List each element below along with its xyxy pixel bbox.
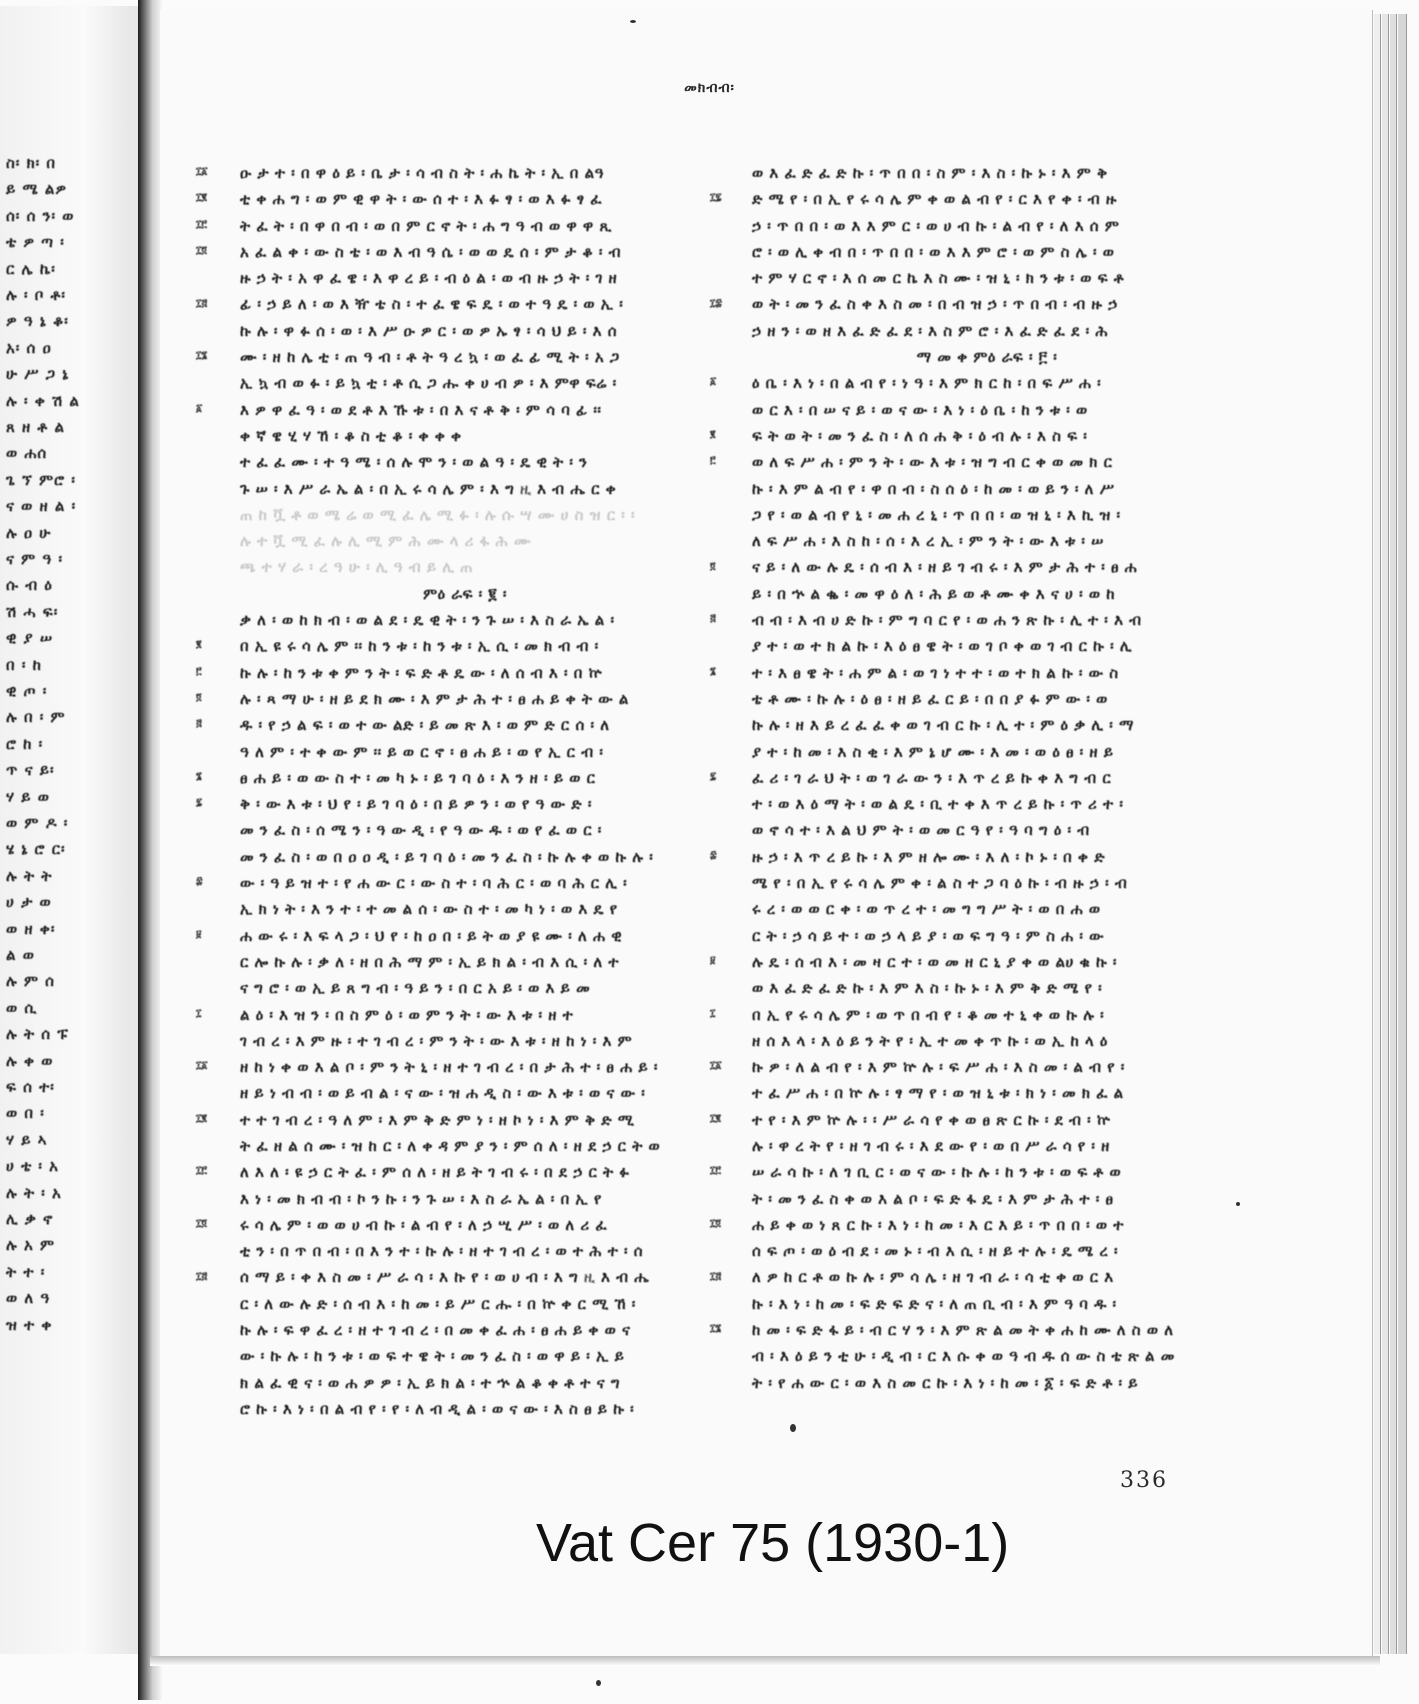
text-line: ፍ ት ወ ት ፡ መ ን ፈ ስ ፡ ለ ሰ ሐ ቅ ፡ ዕ ብ ሉ ፡ እ ስ ፍ ፡ [752, 426, 1088, 445]
text-line: ይ ፡ በ ኍ ል ቈ ፡ መ ዋ ዕ ለ ፡ ሕ ይ ወ ቶ ሙ ቀ እ ና ሀ ፡ ወ ከ [752, 584, 1116, 603]
ink-speck [596, 1680, 601, 1686]
text-line: ኃ ዘ ን ፡ ወ ዘ እ ፈ ድ ፈ ደ ፡ እ ስ ም ሮ ፡ እ ፈ ድ ፈ ደ ፡ ሕ [752, 321, 1109, 340]
text-line: ጋ የ ፡ ወ ል ብ የ ኒ ፡ መ ሐ ረ ኒ ፡ ጥ በ በ ፡ ወ ዝ ኒ ፡ እ ኪ ዝ ፡ [752, 505, 1121, 524]
text-line: ወ ት ፡ መ ን ፈ ስ ቀ እ ስ መ ፡ በ ብ ዝ ኃ ፡ ጥ በ ብ ፡ ብ ዙ ኃ [752, 295, 1118, 314]
text-line: ት ፡ መ ን ፈ ስ ቀ ወ እ ል ቦ ፡ ፍ ድ ፋ ዴ ፡ እ ም ታ ሕ ተ ፡ ፀ [752, 1189, 1114, 1208]
ink-speck [1236, 1202, 1240, 1206]
page-bottom-shadow [150, 1656, 1380, 1666]
facing-page-text-fragment: ሊ ቃ ኖ [6, 1210, 54, 1228]
text-line: ፊ ፡ ኃ ይ ለ ፡ ወ እ ዥ ቴ ስ ፡ ተ ፈ ዌ ፍ ዴ ፡ ወ ተ ዓ ዴ ፡ ወ ኢ ፡ [240, 295, 624, 314]
text-line: ት ፈ ዘ ል ሰ ሙ ፡ ዝ ከ ር ፡ ለ ቀ ዳ ም ያ ን ፡ ም ሰ ለ ፡ ዘ ደ ኃ ር ት ወ [240, 1136, 661, 1155]
facing-page-edge [0, 6, 142, 1654]
facing-page-text-fragment: ዝ ተ ቀ [6, 1315, 53, 1334]
text-line: ቅ ፡ ው እ ቱ ፡ ህ የ ፡ ይ ገ ባ ዕ ፡ በ ይ ዎ ን ፡ ወ የ ዓ ው ድ ፡ [240, 795, 592, 814]
verse-number: ፲፭ [710, 1270, 722, 1282]
text-line: ኩ ሉ ፡ ዘ እ ይ ረ ፈ ፈ ቀ ወ ገ ብ ር ኩ ፡ ሊ ተ ፡ ም ዕ ቃ ሊ ፡ ማ [752, 716, 1134, 735]
facing-page-text-fragment: ሉ ቀ ወ [6, 1051, 54, 1070]
text-line: ተ ፡ ወ እ ዕ ማ ት ፡ ወ ል ዴ ፡ ቢ ተ ቀ እ ጥ ረ ይ ኩ ፡ ጥ ሪ ተ ፡ [752, 795, 1124, 814]
facing-page-text-fragment: ቴ ዎ ጣ ፡ [6, 233, 65, 252]
text-line: ኩ ፡ እ ም ል ብ የ ፡ ዋ በ ብ ፡ ስ ሰ ዕ ፡ ከ መ ፡ ወ ይ ን ፡ ለ ሥ [752, 479, 1115, 498]
text-line: ኩ ሉ ፡ ዋ ፉ ሰ ፡ ወ ፡ እ ሥ ዑ ዎ ር ፡ ወ ዎ ኡ ፃ ፡ ሳ ህ ይ ፡ እ ሰ [240, 321, 618, 340]
text-line: ሉ ተ ቯ ሚ ፈ ሉ ሊ ሚ ም ሕ ሙ ላ ሪ ፋ ሕ ሙ [240, 532, 532, 551]
facing-page-text-fragment: ሉ ት ሰ ፑ [6, 1025, 69, 1044]
text-line: ሠ ራ ሳ ኩ ፡ ለ ገ ቢ ር ፡ ወ ና ው ፡ ኩ ሉ ፡ ከ ን ቱ ፡ ወ ፍ ቶ ወ [752, 1163, 1122, 1182]
text-line: ያ ተ ፡ ከ መ ፡ እ ስ ቂ ፡ እ ም ኔ ሆ ሙ ፡ እ መ ፡ ወ ዕ ፀ ፡ ዘ ይ [752, 742, 1114, 761]
verse-number: ፲፪ [710, 1112, 721, 1124]
text-line: ፈ ሪ ፡ ገ ራ ህ ት ፡ ወ ገ ራ ው ን ፡ እ ጥ ረ ይ ኩ ቀ እ ግ ብ ር [752, 768, 1112, 787]
facing-page-text-fragment: ዊ ያ ሠ [6, 629, 54, 648]
verse-number: ፰ [196, 876, 203, 888]
text-line: ና ግ ሮ ፡ ወ ኢ ይ ጸ ግ ብ ፡ ዓ ይ ን ፡ በ ር አ ይ ፡ ወ እ ይ መ [240, 979, 591, 998]
verse-number: ፯ [710, 770, 717, 782]
facing-page-text-fragment: ወ ዘ ቀ፡ [6, 919, 56, 938]
verse-number: ፬ [710, 560, 716, 572]
facing-page-text-fragment: ሀ ቴ ፡ አ [6, 1157, 59, 1176]
text-line: መ ን ፈ ስ ፡ ወ በ ዐ ዐ ዲ ፡ ይ ገ ባ ዕ ፡ መ ን ፈ ስ ፡ ኩ ሉ ቀ ወ ኩ ሉ ፡ [240, 847, 654, 866]
running-title: መክብብ፡ [684, 80, 735, 96]
verse-number: ፲፮ [710, 1323, 722, 1335]
text-column-right [752, 160, 1222, 1396]
verse-number: ፲፬ [196, 244, 207, 256]
facing-page-text-fragment: ሉ ፡ ቦ ቶ፡ [6, 286, 66, 304]
facing-page-text-fragment: ፍ ሰ ተ፡ [6, 1078, 55, 1096]
verse-number: ፲፩ [196, 166, 208, 177]
text-line: ሩ ረ ፡ ወ ወ ር ቀ ፡ ወ ጥ ረ ተ ፡ መ ግ ግ ሥ ት ፡ ወ በ ሐ ወ [752, 900, 1101, 919]
verse-number: ፲፯ [710, 192, 722, 204]
facing-page-text-fragment: ሉ በ ፡ ም [6, 708, 66, 727]
facing-page-text-fragment: ጥ ና ይ፡ [6, 761, 55, 780]
text-line: ሉ ዴ ፡ ሰ ብ እ ፡ መ ዛ ር ተ ፡ ወ መ ዘ ር ኒ ያ ቀ ወ ልሀ ቁ ኩ ፡ [752, 952, 1117, 971]
text-line: ና ይ ፡ ለ ው ሉ ዴ ፡ ሰ ብ እ ፡ ዘ ይ ገ ብ ሩ ፡ እ ም ታ ሕ ተ ፡ ፀ ሐ [752, 558, 1138, 577]
text-line: ኃ ፡ ጥ በ በ ፡ ወ እ እ ም ር ፡ ወ ሀ ብ ኩ ፡ ል ብ የ ፡ ለ እ ሰ ም [752, 216, 1120, 235]
verse-number: ፲፭ [196, 1270, 208, 1282]
verse-number: ፲፬ [710, 1218, 721, 1229]
text-line: ሙ ፡ ዘ ከ ሌ ቲ ፡ ጠ ዓ ብ ፡ ቶ ት ዓ ረ ኳ ፡ ወ ፈ ፊ ሚ ት ፡ አ ጋ [240, 348, 620, 367]
text-line: ቴ ቶ ሙ ፡ ኩ ሉ ፡ ዕ ፀ ፡ ዘ ይ ፈ ር ይ ፡ በ በ ያ ፉ ም ው ፡ ወ [752, 689, 1108, 708]
page-number: 336 [1120, 1468, 1168, 1493]
verse-number: ፩ [196, 402, 203, 414]
chapter-heading: ማ መ ቀ ምዕ ራፍ ፡ ፫ ፡ [916, 348, 1058, 367]
text-line: ሉ ፡ ጻ ማ ሁ ፡ ዘ ይ ደ ክ ሙ ፡ እ ም ታ ሕ ተ ፡ ፀ ሐ ይ ቀ ት ው ል [240, 689, 629, 708]
text-line: ለ ዎ ከ ር ቶ ወ ኩ ሉ ፡ ም ሳ ሌ ፡ ዘ ገ ብ ራ ፡ ሳ ቲ ቀ ወ ር እ [752, 1268, 1114, 1287]
verse-number: ፲፮ [196, 350, 208, 362]
text-line: ለ ፍ ሥ ሐ ፡ እ ስ ከ ፡ ሰ ፡ እ ረ ኢ ፡ ም ን ት ፡ ው እ ቱ ፡ ሠ [752, 532, 1104, 551]
facing-page-text-fragment: ና ም ዓ ፡ [6, 550, 64, 568]
text-line: ክ ል ፈ ዊ ና ፡ ወ ሐ ዎ ዎ ፡ ኢ ይ ክ ል ፡ ተ ኍ ል ቆ ቀ ቶ ተ ና ግ [240, 1373, 621, 1392]
text-line: ዱ ፡ የ ኃ ል ፍ ፡ ወ ተ ው ልድ ፡ ይ መ ጽ እ ፡ ወ ም ድ ር ሰ ፡ ለ [240, 716, 610, 735]
text-line: ከ መ ፡ ፍ ድ ፋ ይ ፡ ብ ር ሃ ን ፡ እ ም ጽ ል መ ት ቀ ሐ ከ ሙ ለ ስ ወ ለ [752, 1321, 1174, 1340]
text-line: ተ ተ ገ ብ ረ ፡ ዓ ለ ም ፡ እ ም ቅ ድ ም ነ ፡ ዘ ኮ ነ ፡ እ ም ቅ ድ ሚ [240, 1110, 635, 1129]
text-line: ር ት ፡ ኃ ሳ ይ ተ ፡ ወ ኃ ላ ይ ያ ፡ ወ ፍ ግ ዓ ፡ ም ስ ሐ ፡ ው [752, 926, 1105, 945]
verse-number: ፲፭ [196, 297, 208, 309]
text-line: ሐ ይ ቀ ወ ነ ጸ ር ኩ ፡ እ ነ ፡ ከ መ ፡ እ ር እ ይ ፡ ጥ በ በ ፡ ወ ተ [752, 1215, 1124, 1234]
text-line: በ ኢ ዩ ሩ ሳ ሌ ም ፡፡ ከ ን ቱ ፡ ከ ን ቱ ፡ ኢ ሲ ፡ መ ክ ብ ብ ፡ [240, 637, 599, 656]
chapter-heading: ምዕ ራፍ ፡ ፪ ፡ [423, 584, 507, 603]
text-line: ድ ሜ የ ፡ በ ኢ የ ሩ ሳ ሌ ም ቀ ወ ል ብ የ ፡ ር እ የ ቀ ፡ ብ ዙ [752, 190, 1117, 209]
facing-page-text-fragment: ሁ ሥ ጋ ኔ [6, 365, 70, 384]
verse-number: ፱ [196, 928, 202, 940]
facing-page-text-fragment: ሽ ሓ ፍ፡ [6, 602, 59, 621]
facing-page-text-fragment: ዎ ዓ ኔ ቆ፡ [6, 312, 69, 331]
facing-page-text-fragment: ት ተ ፡ [6, 1262, 46, 1281]
verse-number: ፲፩ [196, 1060, 208, 1072]
text-line: ዘ ይ ነ ብ ብ ፡ ወ ይ ብ ል ፡ ና ው ፡ ዝ ሐ ዲ ስ ፡ ው እ ቱ ፡ ወ ና ው ፡ [240, 1084, 646, 1103]
facing-page-text-fragment: ሉ ት ፡ አ [6, 1183, 62, 1202]
verse-number: ፫ [196, 665, 202, 677]
facing-page-text-fragment: ሰ፡ ሰ ን፡ ወ [6, 206, 75, 225]
book-gutter [138, 0, 162, 1700]
page-edge [1382, 14, 1389, 1654]
text-line: ት ፡ የ ሐ ው ር ፡ ወ እ ስ መ ር ኩ ፡ እ ነ ፡ ከ መ ፡ ፩ ፡ ፍ ድ ቶ ፡ ይ [752, 1373, 1138, 1392]
text-line: ር ሎ ኩ ሉ ፡ ቃ ለ ፡ ዘ በ ሕ ማ ም ፡ ኢ ይ ክ ል ፡ ብ እ ሲ ፡ ለ ተ [240, 952, 620, 971]
text-line: ብ ፡ እ ዕ ይ ን ቲ ሁ ፡ ዲ ብ ፡ ር እ ሱ ቀ ወ ዓ ብ ዱ ሰ ው ስ ቴ ጽ ል መ [752, 1347, 1175, 1366]
text-line: ቃ ለ ፡ ወ ከ ክ ብ ፡ ወ ል ደ ፡ ዴ ዊ ት ፡ ን ጉ ሠ ፡ እ ስ ራ ኤ ል ፡ [240, 611, 615, 630]
verse-number: ፩ [710, 376, 717, 388]
verse-number: ፯ [196, 797, 203, 809]
verse-number: ፲ [196, 1007, 202, 1019]
text-line: ጉ ሠ ፡ እ ሥ ራ ኤ ል ፡ በ ኢ ሩ ሳ ሌ ም ፡ እ ግ ዚ እ ብ ሔ ር ቀ [240, 479, 617, 498]
text-line: ሩ ሳ ሌ ም ፡ ወ ወ ሀ ብ ኩ ፡ ል ብ የ ፡ ለ ኃ ሢ ሥ ፡ ወ ለ ሪ ፈ [240, 1215, 608, 1234]
facing-page-text-fragment: ር ሌ ኬ፡ [6, 259, 56, 278]
verse-number: ፲፪ [196, 1112, 207, 1124]
text-line: ዑ ታ ተ ፡ በ ዋ ዕ ይ ፡ ቤ ታ ፡ ሳ ብ ስ ት ፡ ሐ ኬ ት ፡ ኢ በ ልዓ [240, 164, 604, 182]
facing-page-text-fragment: ወ ሲ [6, 998, 38, 1017]
text-line: ዘ ሰ እ ላ ፡ እ ዕ ይ ን ት የ ፡ ኢ ተ መ ቀ ጥ ኩ ፡ ወ ኢ ከ ላ ዕ [752, 1031, 1108, 1050]
verse-number: ፭ [710, 613, 716, 625]
text-line: ቲ ን ፡ በ ጥ በ ብ ፡ በ እ ን ተ ፡ ኩ ሉ ፡ ዘ ተ ገ ብ ረ ፡ ወ ተ ሕ ተ ፡ ሰ [240, 1242, 644, 1261]
facing-page-text-fragment: ና ወ ዘ ል ፡ [6, 497, 77, 516]
facing-page-text-fragment: ይ ሜ ልዎ [6, 180, 67, 199]
text-line: ሮ ኩ ፡ እ ነ ፡ በ ል ብ የ ፡ የ ፡ ለ ብ ዲ ል ፡ ወ ና ው ፡ እ ስ ፀ ይ ኩ ፡ [240, 1399, 635, 1418]
facing-page-text-fragment: ሉ ት ት [6, 866, 53, 885]
facing-page-text-fragment: ሱ ብ ዕ [6, 576, 53, 595]
facing-page-text-fragment: ሉ አ ም [6, 1236, 55, 1255]
image-caption: Vat Cer 75 (1930-1) [536, 1513, 1010, 1573]
text-line: ዙ ኃ ፡ እ ጥ ረ ይ ኩ ፡ እ ም ዘ ሎ ሙ ፡ እ ለ ፡ ኮ ኑ ፡ በ ቀ ድ [752, 847, 1106, 866]
facing-page-text-fragment: ሃ ይ ወ [6, 787, 50, 806]
text-line: ሐ ው ሩ ፡ እ ፍ ላ ጋ ፡ ህ የ ፡ ከ ዐ በ ፡ ይ ት ወ ያ ዩ ሙ ፡ ለ ሐ ዊ [240, 926, 623, 945]
text-line: ገ ብ ረ ፡ እ ም ዙ ፡ ተ ገ ብ ረ ፡ ም ን ት ፡ ው እ ቱ ፡ ዘ ከ ነ ፡ እ ም [240, 1031, 633, 1050]
page-edge [1398, 14, 1407, 1654]
text-line: በ ኢ የ ሩ ሳ ሌ ም ፡ ወ ጥ በ ብ የ ፡ ቆ መ ተ ኒ ቀ ወ ኩ ሉ ፡ [752, 1005, 1105, 1024]
text-line: ተ ም ሃ ር ኖ ፡ እ ሰ መ ር ኬ እ ስ ሙ ፡ ዝ ኒ ፡ ክ ን ቱ ፡ ወ ፍ ቶ [752, 269, 1125, 288]
facing-page-text-fragment: ሉ ም ሰ [6, 972, 55, 991]
text-line: ፀ ሐ ይ ፡ ወ ው ስ ተ ፡ መ ካ ኑ ፡ ይ ገ ባ ዕ ፡ እ ን ዘ ፡ ይ ወ ር [240, 768, 596, 787]
text-line: ኩ ሉ ፡ ከ ን ቱ ቀ ም ን ት ፡ ፍ ድ ቶ ዴ ው ፡ ለ ሰ ብ እ ፡ በ ኵ [240, 663, 603, 682]
facing-page-text-fragment: ወ በ ፡ [6, 1104, 45, 1123]
text-line: ተ ፡ እ ፀ ዌ ት ፡ ሐ ም ል ፡ ወ ገ ነ ተ ተ ፡ ወ ተ ክ ል ኩ ፡ ው ስ [752, 663, 1119, 682]
verse-number: ፲፬ [196, 1218, 207, 1229]
text-line: ኢ ክ ነ ት ፡ እ ን ተ ፡ ተ መ ል ሰ ፡ ው ስ ተ ፡ መ ካ ነ ፡ ወ እ ዴ የ [240, 900, 618, 919]
verse-number: ፲፫ [710, 1165, 721, 1177]
text-line: ዙ ኃ ት ፡ አ ዋ ፈ ዌ ፡ እ ዋ ረ ይ ፡ ብ ዕ ል ፡ ወ ብ ዙ ኃ ት ፡ ገ ዘ [240, 269, 618, 288]
facing-page-text-fragment: ሃ ይ ኣ [6, 1130, 48, 1149]
facing-page-text-fragment: ዊ ጦ ፡ [6, 682, 48, 700]
text-line: ወ ር እ ፡ በ ሠ ና ይ ፡ ወ ና ው ፡ እ ነ ፡ ዕ ቤ ፡ ከ ን ቱ ፡ ወ [752, 400, 1088, 419]
verse-number: ፱ [710, 955, 716, 966]
verse-number: ፲ [710, 1007, 716, 1019]
facing-page-text-fragment: ጸ ዘ ቶ ል [6, 418, 65, 436]
facing-page-text-fragment: ሉ ፡ ቀ ሽ ል [6, 391, 80, 410]
verse-number: ፬ [196, 692, 202, 703]
text-line: ወ እ ፈ ድ ፈ ድ ኩ ፡ እ ም እ ስ ፡ ኩ ኑ ፡ እ ም ቅ ድ ሜ የ ፡ [752, 979, 1103, 998]
facing-page-text-fragment: ወ ሐሰ [6, 444, 48, 463]
text-line: ሉ ፡ ዋ ረ ት የ ፡ ዘ ገ ብ ሩ ፡ እ ደ ው የ ፡ ወ በ ሥ ራ ሳ የ ፡ ዘ [752, 1136, 1110, 1155]
text-line: ወ እ ፈ ድ ፈ ድ ኩ ፡ ጥ በ በ ፡ ስ ም ፡ እ ስ ፡ ኩ ኑ ፡ እ ም ቅ [752, 164, 1108, 182]
text-line: ል ዕ ፡ እ ዝ ን ፡ በ ስ ም ዕ ፡ ወ ም ን ት ፡ ው እ ቱ ፡ ዘ ተ [240, 1005, 574, 1024]
text-line: ያ ተ ፡ ወ ተ ክ ል ኩ ፡ እ ዕ ፀ ዌ ት ፡ ወ ገ ቦ ቀ ወ ገ ብ ር ኩ ፡ ሊ [752, 637, 1133, 656]
text-line: እ ነ ፡ መ ክ ብ ብ ፡ ኮ ን ኩ ፡ ን ጉ ሠ ፡ እ ስ ራ ኤ ል ፡ በ ኢ የ [240, 1189, 602, 1208]
facing-page-text-fragment: ስ፡ ክ፡ በ [6, 154, 57, 172]
text-line: ኩ ፡ እ ነ ፡ ከ መ ፡ ፍ ድ ፍ ድ ና ፡ ለ ጠ ቢ ብ ፡ እ ም ዓ ባ ዱ ፡ [752, 1294, 1117, 1313]
facing-page-text-fragment: ል ወ [6, 946, 35, 964]
text-line: እ ዎ ዋ ፈ ዓ ፡ ወ ደ ቶ እ ኹ ቱ ፡ በ እ ና ቶ ቅ ፡ ም ሳ ባ ፊ ፡፡ [240, 400, 602, 419]
text-line: ር ፡ ለ ው ሉ ድ ፡ ሰ ብ እ ፡ ከ መ ፡ ይ ሥ ር ሑ ፡ በ ኵ ቀ ር ሚ ኸ ፡ [240, 1294, 636, 1313]
facing-page-text-fragment: ወ ም ዶ ፡ [6, 814, 69, 832]
verse-number: ፪ [196, 639, 202, 651]
text-line: ሜ የ ፡ በ ኢ የ ሩ ሳ ሌ ም ቀ ፡ ል ስ ተ ጋ ባ ዕ ኩ ፡ ብ ዙ ኃ ፡ ብ [752, 874, 1128, 893]
text-line: ጫ ተ ሃ ራ ፡ ረ ዓ ሁ ፡ ሊ ዓ ብ ይ ሊ ጠ [240, 558, 474, 577]
verse-number: ፪ [710, 429, 716, 440]
text-line: ው ፡ ዓ ይ ዝ ተ ፡ የ ሐ ው ር ፡ ው ስ ተ ፡ ባ ሕ ር ፡ ወ ባ ሕ ር ሊ ፡ [240, 874, 628, 893]
facing-page-text-fragment: ጌ ኘ ምሮ ፡ [6, 470, 76, 489]
text-line: ሰ ማ ይ ፡ ቀ እ ስ መ ፡ ሥ ራ ሳ ፡ እ ኩ የ ፡ ወ ሀ ብ ፡ እ ግ ዚ እ ብ ሔ [240, 1268, 650, 1287]
text-line: ወ ኖ ሳ ተ ፡ እ ል ህ ም ት ፡ ወ መ ር ዓ የ ፡ ዓ ባ ግ ዕ ፡ ብ [752, 821, 1090, 840]
verse-number: ፮ [710, 665, 716, 677]
text-line: ው ፡ ኩ ሉ ፡ ከ ን ቱ ፡ ወ ፍ ተ ዌ ት ፡ መ ን ፈ ስ ፡ ወ ዋ ይ ፡ ኢ ይ [240, 1347, 625, 1366]
verse-number: ፲፫ [196, 1165, 207, 1177]
page-edge [1374, 14, 1381, 1654]
text-line: ተ ፈ ሥ ሐ ፡ በ ኵ ሉ ፡ ፃ ማ የ ፡ ወ ዝ ኒ ቱ ፡ ክ ነ ፡ መ ክ ፈ ል [752, 1084, 1124, 1103]
text-line: ዕ ቤ ፡ እ ነ ፡ በ ል ብ የ ፡ ነ ዓ ፡ እ ም ክ ር ከ ፡ በ ፍ ሥ ሐ ፡ [752, 374, 1102, 393]
text-line: ሰ ፍ ጦ ፡ ወ ዕ ብ ደ ፡ መ ኑ ፡ ብ እ ሲ ፡ ዘ ይ ተ ሉ ፡ ዴ ሜ ረ ፡ [752, 1242, 1119, 1261]
text-line: ብ ብ ፡ እ ብ ሀ ድ ኩ ፡ ም ግ ባ ር የ ፡ ወ ሐ ን ጽ ኩ ፡ ሊ ተ ፡ እ ብ [752, 611, 1142, 630]
verse-number: ፲፪ [196, 192, 207, 204]
facing-page-text-fragment: ሄ ኔ ሮ ር፡ [6, 840, 66, 859]
verse-number: ፲፫ [196, 218, 207, 230]
facing-page-text-fragment: አ፡ ሰ ዐ [6, 338, 52, 357]
text-line: ቀ ኛ ዌ ሂ ሃ ኸ ፡ ቆ ስ ቲ ቆ ፡ ቀ ቀ ቀ [240, 426, 462, 445]
text-line: ጠ ከ ቯ ቶ ወ ሜ ሬ ወ ሚ ፈ ሌ ሚ ፉ ፡ ሉ ሱ ሣ ሙ ሀ ስ ዝ ር ፡ ፡ [240, 505, 636, 524]
text-line: ወ ለ ፍ ሥ ሐ ፡ ም ን ት ፡ ው እ ቱ ፡ ዝ ግ ብ ር ቀ ወ መ ክ ር [752, 453, 1113, 472]
text-line: ለ እ ለ ፡ ዩ ኃ ር ት ፈ ፡ ም ሰ ለ ፡ ዘ ይ ት ገ ብ ሩ ፡ በ ደ ኃ ር ት ፉ [240, 1163, 630, 1182]
verse-number: ፫ [710, 455, 716, 467]
text-line: ኩ ዎ ፡ ለ ል ብ የ ፡ እ ም ኵ ሉ ፡ ፍ ሥ ሐ ፡ እ ስ መ ፡ ል ብ የ ፡ [752, 1058, 1125, 1077]
verse-number: ፭ [196, 718, 202, 730]
facing-page-text-fragment: ሉ ዐ ሁ [6, 523, 52, 542]
facing-page-text-fragment: ሀ ታ ወ [6, 893, 52, 912]
text-line: ሮ ፡ ወ ሊ ቀ ብ በ ፡ ጥ በ በ ፡ ወ እ እ ም ሮ ፡ ወ ም ስ ሌ ፡ ወ [752, 242, 1115, 261]
text-line: አ ፈ ል ቀ ፡ ው ስ ቴ ፡ ወ እ ብ ዓ ሴ ፡ ወ ወ ዴ ሰ ፡ ም ታ ቆ ፡ ብ [240, 242, 622, 261]
verse-number: ፰ [710, 849, 717, 861]
text-line: ኢ ኳ ብ ወ ፉ ፡ ይ ኳ ቲ ፡ ቶ ሲ ጋ ሑ ቀ ሀ ብ ዎ ፡ እ ምዋ ፍሬ ፡ [240, 374, 617, 393]
text-line: ት ፈ ት ፡ በ ዋ በ ብ ፡ ወ በ ም ር ኖ ት ፡ ሐ ግ ዓ ብ ወ ዋ ዋ ጺ [240, 216, 612, 235]
text-line: ዓ ለ ም ፡ ተ ቀ ው ም ፡፡ ይ ወ ር ኖ ፡ ፀ ሐ ይ ፡ ወ የ ኢ ር ብ ፡ [240, 742, 604, 761]
verse-number: ፮ [196, 770, 202, 782]
verse-number: ፲፩ [710, 1060, 722, 1072]
ink-speck [790, 1424, 796, 1432]
facing-page-text-fragment: ወ ለ ዓ [6, 1289, 51, 1308]
text-column-left [240, 160, 690, 1422]
text-line: ቲ ቀ ሐ ግ ፡ ወ ም ዊ ዋ ት ፡ ው ሰ ተ ፡ እ ፉ ፃ ፡ ወ እ ፉ ፃ ፈ [240, 190, 603, 209]
ink-speck [630, 20, 636, 23]
facing-page-text-fragment: በ ፡ ከ [6, 655, 42, 674]
text-line: መ ን ፈ ስ ፡ ሰ ሜ ን ፡ ዓ ው ዲ ፡ የ ዓ ው ዱ ፡ ወ የ ፈ ወ ር ፡ [240, 821, 602, 840]
verse-number: ፲፰ [710, 297, 722, 309]
text-line: ተ የ ፡ እ ም ኵ ሉ ፡ ፡ ሥ ራ ሳ የ ቀ ወ ፀ ጽ ር ኩ ፡ ደ ብ ፡ ኵ [752, 1110, 1111, 1129]
page-edge [1390, 14, 1397, 1654]
facing-page-text-fragment: ሮ ከ ፡ [6, 734, 44, 753]
text-line: ኩ ሉ ፡ ፍ ዋ ፈ ረ ፡ ዘ ተ ገ ብ ረ ፡ በ መ ቀ ፈ ሐ ፡ ፀ ሐ ይ ቀ ወ ና [240, 1321, 631, 1340]
text-line: ዘ ከ ነ ቀ ወ እ ል ቦ ፡ ም ን ት ኒ ፡ ዘ ተ ገ ብ ረ ፡ በ ታ ሕ ተ ፡ ፀ ሐ ይ ፡ [240, 1058, 658, 1077]
text-line: ተ ፈ ፈ ሙ ፡ ተ ዓ ሜ ፡ ሰ ሉ ሞ ን ፡ ወ ል ዓ ፡ ዴ ዊ ት ፡ ን [240, 453, 588, 472]
